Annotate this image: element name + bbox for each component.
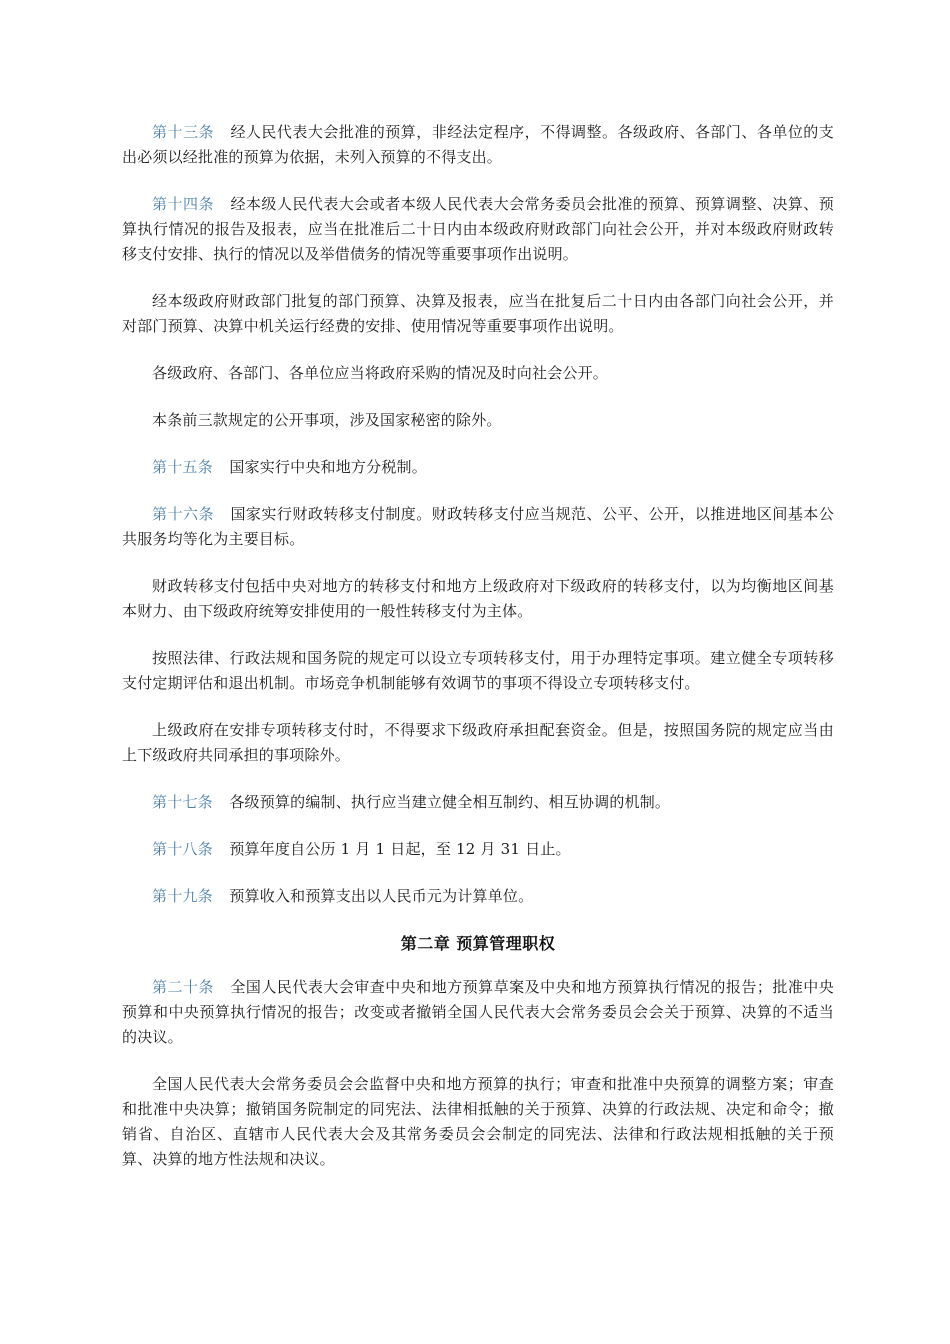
chapter-two-section [122,975,834,1172]
paragraph-text: 本条前三款规定的公开事项，涉及国家秘密的除外。 [152,411,502,429]
paragraph-text: 全国人民代表大会常务委员会会监督中央和地方预算的执行；审查和批准中央预算的调整方案；审查和批准中央决算；撤销国务院制定的同宪法、法律相抵触的关于预算、决算的行政法规、决定和命令；撤销省、自治区、直辖市人民代表大会及其常务委员会会制定的同宪法、法律和行政法规相抵触的关于预算、决算的地方性法规和决议。 [122,1075,834,1168]
clause-paragraph [122,718,834,768]
article-paragraph [122,502,834,552]
paragraph-text: 财政转移支付包括中央对地方的转移支付和地方上级政府对下级政府的转移支付，以为均衡地区间基本财力、由下级政府统筹安排使用的一般性转移支付为主体。 [122,577,834,620]
article-number: 第十八条 [152,840,213,858]
article-paragraph [122,455,834,480]
clause-paragraph [122,361,834,386]
article-paragraph [122,192,834,267]
article-paragraph [122,837,834,862]
paragraph-text: 各级预算的编制、执行应当建立健全相互制约、相互协调的机制。 [229,793,671,811]
chapter-one-section [122,120,834,909]
article-number: 第十五条 [152,458,213,476]
paragraph-text: 经本级政府财政部门批复的部门预算、决算及报表，应当在批复后二十日内由各部门向社会公开，并对部门预算、决算中机关运行经费的安排、使用情况等重要事项作出说明。 [122,292,834,335]
clause-paragraph [122,289,834,339]
chapter-heading: 第二章 预算管理职权 [400,934,556,953]
paragraph-text: 各级政府、各部门、各单位应当将政府采购的情况及时向社会公开。 [152,364,609,382]
paragraph-text: 预算年度自公历 1 月 1 日起，至 12 月 31 日止。 [229,840,571,858]
paragraph-text: 上级政府在安排专项转移支付时，不得要求下级政府承担配套资金。但是，按照国务院的规定应当由上下级政府共同承担的事项除外。 [122,721,834,764]
clause-paragraph [122,574,834,624]
paragraph-text: 按照法律、行政法规和国务院的规定可以设立专项转移支付，用于办理特定事项。建立健全专项转移支付定期评估和退出机制。市场竞争机制能够有效调节的事项不得设立专项转移支付。 [122,649,834,692]
clause-paragraph [122,1072,834,1172]
document-body [122,120,834,1194]
article-paragraph [122,884,834,909]
paragraph-text: 国家实行中央和地方分税制。 [229,458,427,476]
article-paragraph [122,975,834,1050]
article-number: 第十六条 [152,505,214,523]
article-number: 第十三条 [152,123,214,141]
paragraph-text: 国家实行财政转移支付制度。财政转移支付应当规范、公平、公开，以推进地区间基本公共服务均等化为主要目标。 [122,505,834,548]
article-number: 第二十条 [152,978,214,996]
paragraph-text: 全国人民代表大会审查中央和地方预算草案及中央和地方预算执行情况的报告；批准中央预算和中央预算执行情况的报告；改变或者撤销全国人民代表大会常务委员会会关于预算、决算的不适当的决议。 [122,978,834,1046]
paragraph-text: 预算收入和预算支出以人民币元为计算单位。 [229,887,534,905]
paragraph-text: 经人民代表大会批准的预算，非经法定程序，不得调整。各级政府、各部门、各单位的支出必须以经批准的预算为依据，未列入预算的不得支出。 [122,123,834,166]
article-paragraph [122,120,834,170]
article-number: 第十九条 [152,887,213,905]
clause-paragraph [122,408,834,433]
clause-paragraph [122,646,834,696]
article-paragraph [122,790,834,815]
article-number: 第十七条 [152,793,213,811]
paragraph-text: 经本级人民代表大会或者本级人民代表大会常务委员会批准的预算、预算调整、决算、预算执行情况的报告及报表，应当在批准后二十日内由本级政府财政部门向社会公开，并对本级政府财政转移支付安排、执行的情况以及举借债务的情况等重要事项作出说明。 [122,195,834,263]
article-number: 第十四条 [152,195,214,213]
